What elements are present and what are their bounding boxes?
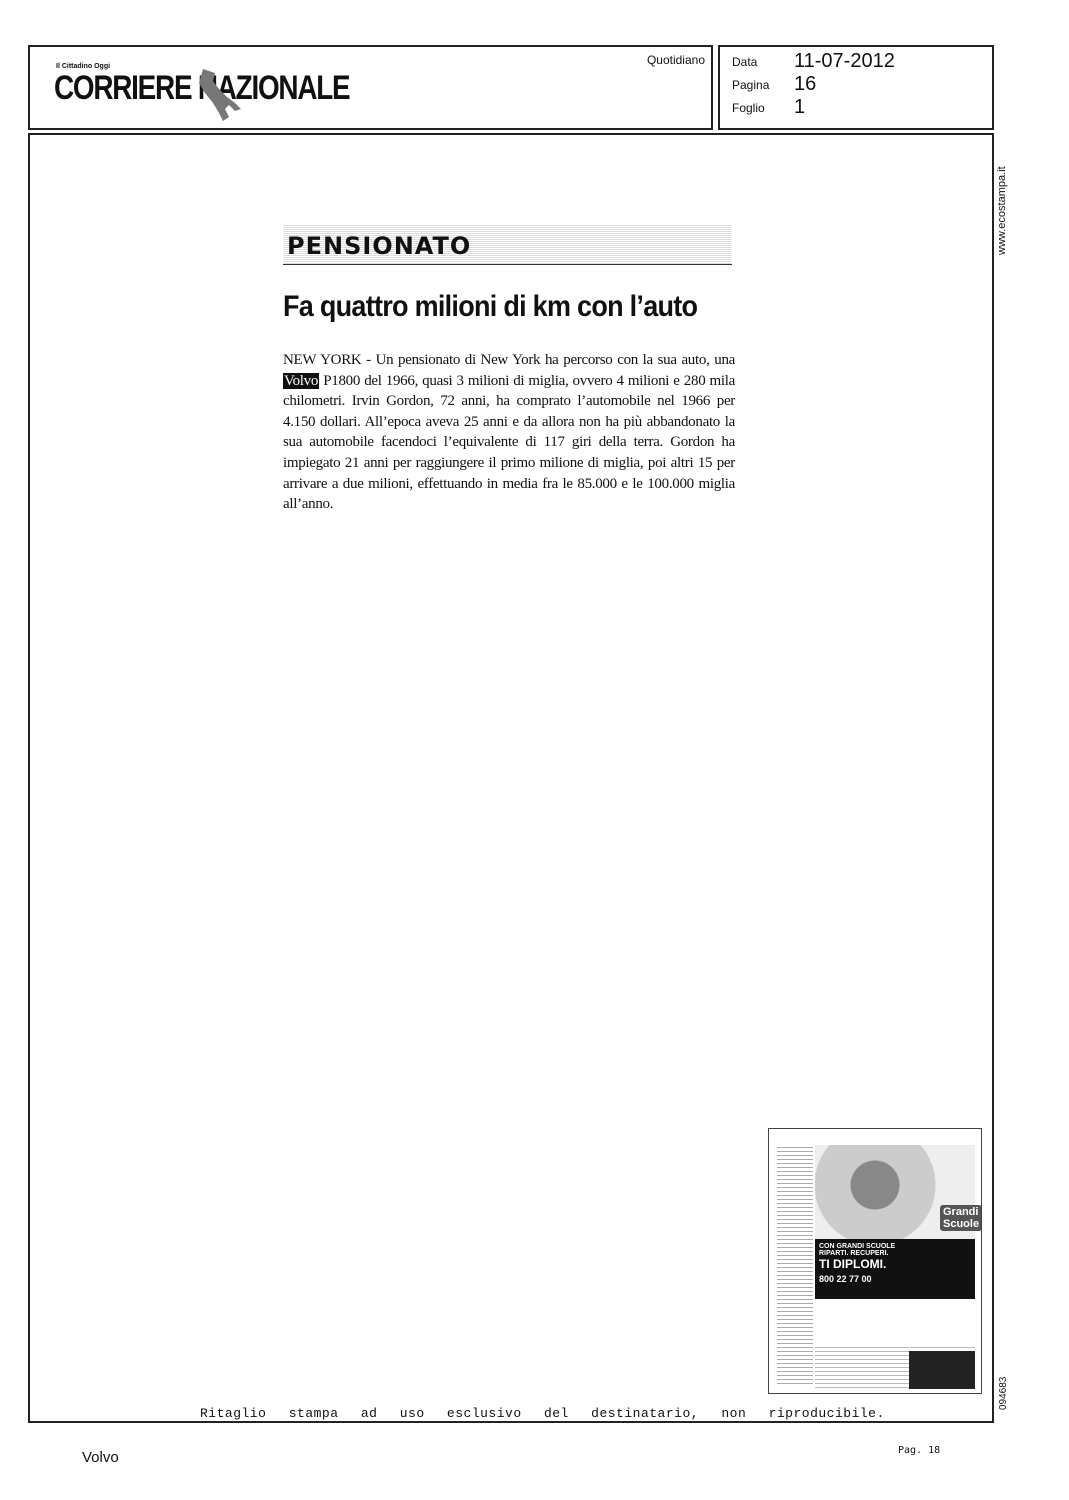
foglio-label: Foglio — [732, 101, 765, 115]
pagina-value: 16 — [794, 73, 817, 95]
article-kicker — [283, 224, 732, 265]
client-label: Volvo — [82, 1449, 119, 1466]
source-url-text: www.ecostampa.it — [996, 166, 1008, 255]
thumbnail-advert — [815, 1145, 980, 1343]
clipping-code — [998, 1365, 1018, 1410]
advert-line1: CON GRANDI SCUOLE — [819, 1243, 896, 1250]
masthead-small-title: Il Cittadino Oggi — [56, 63, 111, 70]
metadata-box — [718, 45, 994, 130]
article-body — [283, 350, 735, 515]
thumbnail-text-columns — [777, 1147, 813, 1387]
advert-band — [815, 1239, 975, 1299]
source-url — [996, 145, 1016, 255]
data-label: Data — [732, 55, 758, 69]
italy-map-icon — [185, 65, 245, 125]
advert-line2: RIPARTI. RECUPERI. — [819, 1250, 889, 1257]
pagina-label: Pagina — [732, 78, 770, 92]
body-text-end: P1800 del 1966, quasi 3 milioni di miglia, ovvero 4 milioni e 280 mila chilometri. Irvin Gordon, 72 anni, ha comprato l’automobile nel 1966 per 4.150 dollari. All’epoca aveva 25 anni e da allora non ha più abbandonato la sua automobile facendoci l’equivalente di 117 giri della terra. Gordon ha impiegato 21 anni per raggiungere il primo milione di miglia, poi altri 15 per arrivare a due milioni, effettuando in media fra le 85.000 e le 100.000 miglia all’anno. — [283, 372, 735, 513]
masthead-box — [28, 45, 713, 130]
page-thumbnail — [768, 1128, 982, 1394]
body-text-start: NEW YORK - Un pensionato di New York ha percorso con la sua auto, una — [283, 352, 735, 368]
data-value: 11-07-2012 — [794, 50, 895, 72]
advert-phone: 800 22 77 00 — [819, 1274, 872, 1284]
thumbnail-bottom-box — [909, 1351, 975, 1389]
clipping-code-text: 094683 — [998, 1376, 1009, 1410]
foglio-value: 1 — [794, 96, 806, 118]
kicker-text: PENSIONATO — [287, 232, 472, 260]
copyright-note: Ritaglio stampa ad uso esclusivo del destinatario, non riproducibile. — [200, 1406, 885, 1421]
article-headline: Fa quattro milioni di km con l’auto — [283, 290, 698, 323]
advert-line3: TI DIPLOMI. — [819, 1257, 887, 1271]
publication-type: Quotidiano — [646, 53, 705, 67]
newspaper-logo: CORRIERE NAZIONALE — [54, 69, 350, 107]
advert-brand: Grandi Scuole — [940, 1205, 982, 1231]
page-number: Pag. 18 — [898, 1445, 941, 1456]
highlighted-keyword: Volvo — [284, 372, 319, 389]
